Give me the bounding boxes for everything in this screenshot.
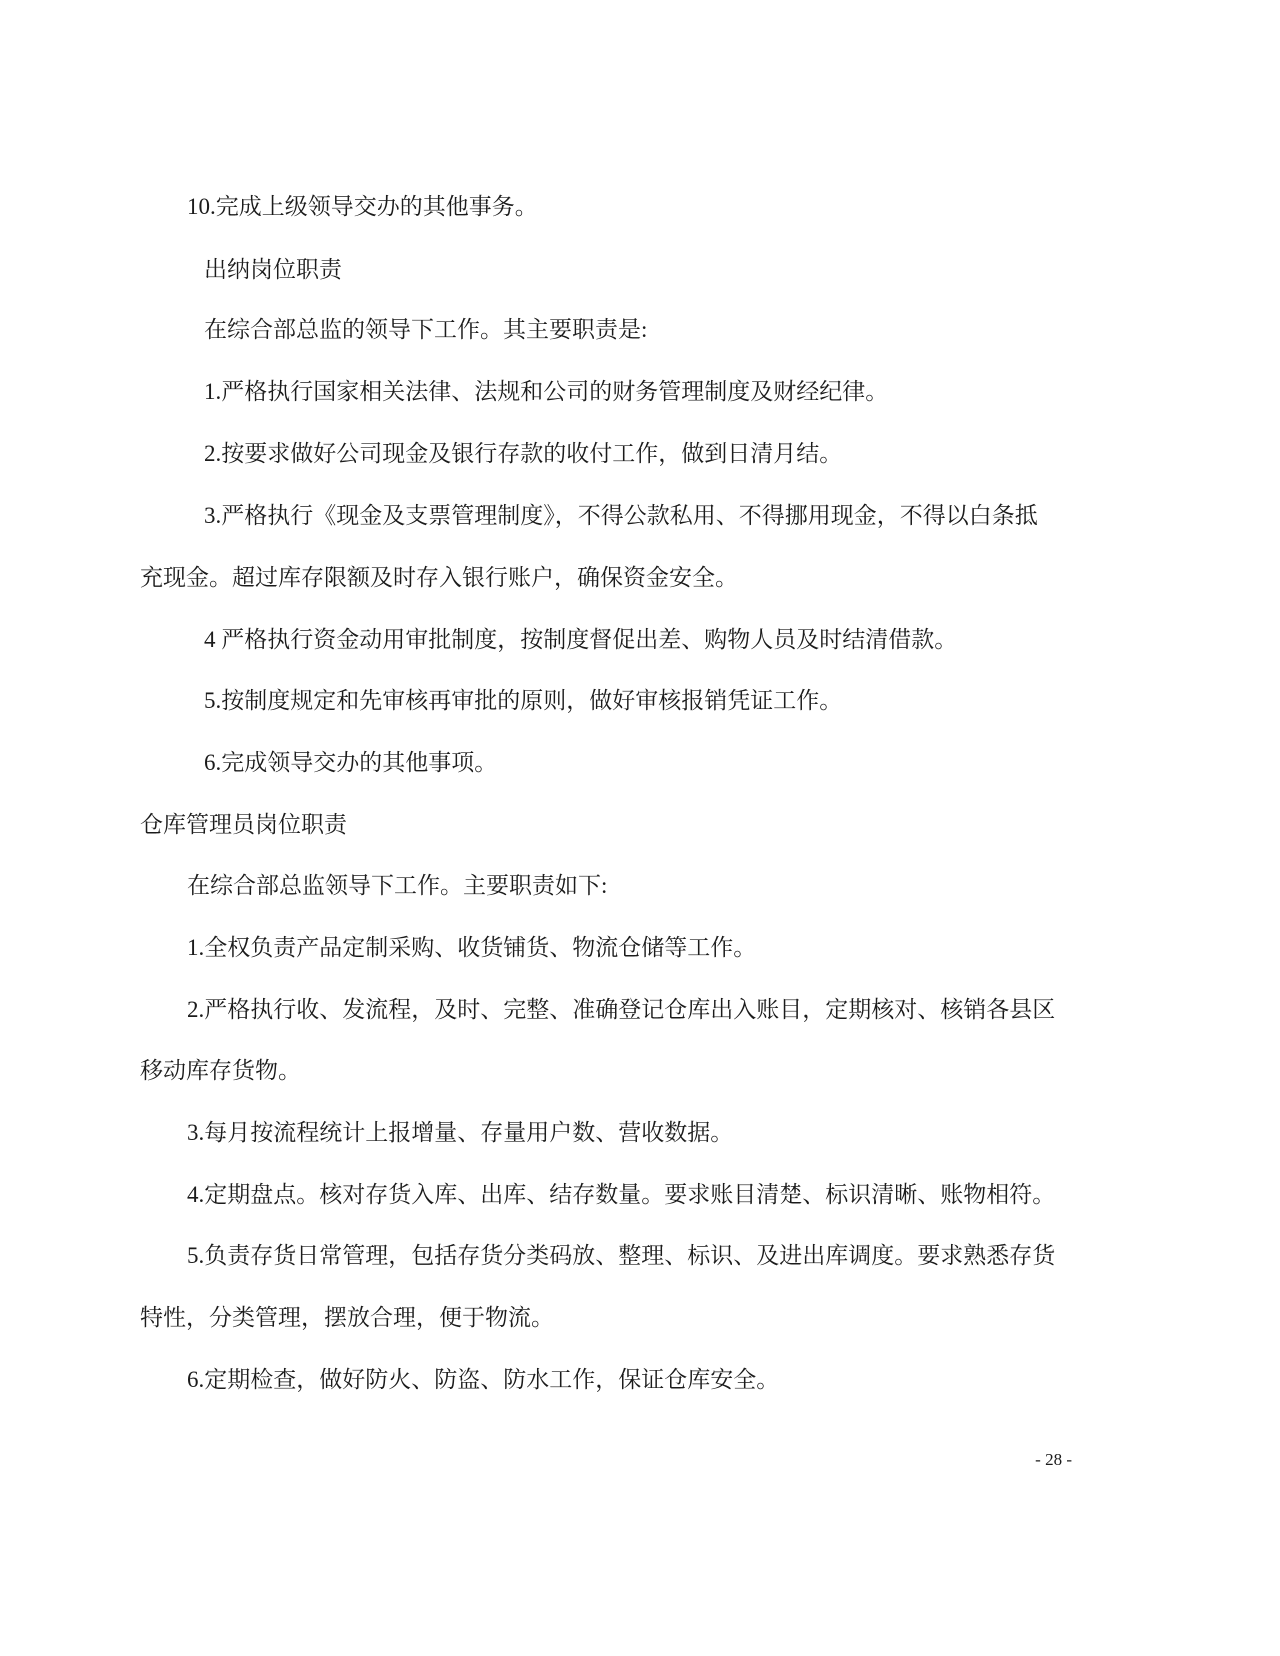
warehouse-item-1: 1.全权负责产品定制采购、收货铺货、物流仓储等工作。 — [187, 935, 757, 960]
cashier-item-3-continued: 充现金。超过库存限额及时存入银行账户，确保资金安全。 — [140, 565, 738, 590]
warehouse-item-5-continued: 特性，分类管理，摆放合理，便于物流。 — [140, 1305, 554, 1330]
warehouse-title: 仓库管理员岗位职责 — [140, 812, 347, 837]
warehouse-item-2-continued: 移动库存货物。 — [140, 1058, 301, 1083]
cashier-item-5: 5.按制度规定和先审核再审批的原则，做好审核报销凭证工作。 — [204, 688, 843, 713]
previous-item-10: 10.完成上级领导交办的其他事务。 — [187, 194, 538, 219]
cashier-intro: 在综合部总监的领导下工作。其主要职责是: — [204, 317, 648, 342]
cashier-item-1: 1.严格执行国家相关法律、法规和公司的财务管理制度及财经纪律。 — [204, 379, 889, 404]
warehouse-intro: 在综合部总监领导下工作。主要职责如下: — [187, 873, 608, 898]
cashier-item-3: 3.严格执行《现金及支票管理制度》，不得公款私用、不得挪用现金，不得以白条抵 — [204, 503, 1038, 528]
cashier-item-6: 6.完成领导交办的其他事项。 — [204, 750, 498, 775]
warehouse-item-5: 5.负责存货日常管理，包括存货分类码放、整理、标识、及进出库调度。要求熟悉存货 — [187, 1243, 1056, 1268]
cashier-item-4: 4 严格执行资金动用审批制度，按制度督促出差、购物人员及时结清借款。 — [204, 627, 958, 652]
warehouse-item-2: 2.严格执行收、发流程，及时、完整、准确登记仓库出入账目，定期核对、核销各县区 — [187, 997, 1056, 1022]
warehouse-item-4: 4.定期盘点。核对存货入库、出库、结存数量。要求账目清楚、标识清晰、账物相符。 — [187, 1182, 1056, 1207]
page-number: - 28 - — [1035, 1450, 1072, 1469]
cashier-item-2: 2.按要求做好公司现金及银行存款的收付工作，做到日清月结。 — [204, 441, 843, 466]
warehouse-item-6: 6.定期检查，做好防火、防盗、防水工作，保证仓库安全。 — [187, 1367, 780, 1392]
cashier-title: 出纳岗位职责 — [204, 257, 342, 282]
warehouse-item-3: 3.每月按流程统计上报增量、存量用户数、营收数据。 — [187, 1120, 734, 1145]
